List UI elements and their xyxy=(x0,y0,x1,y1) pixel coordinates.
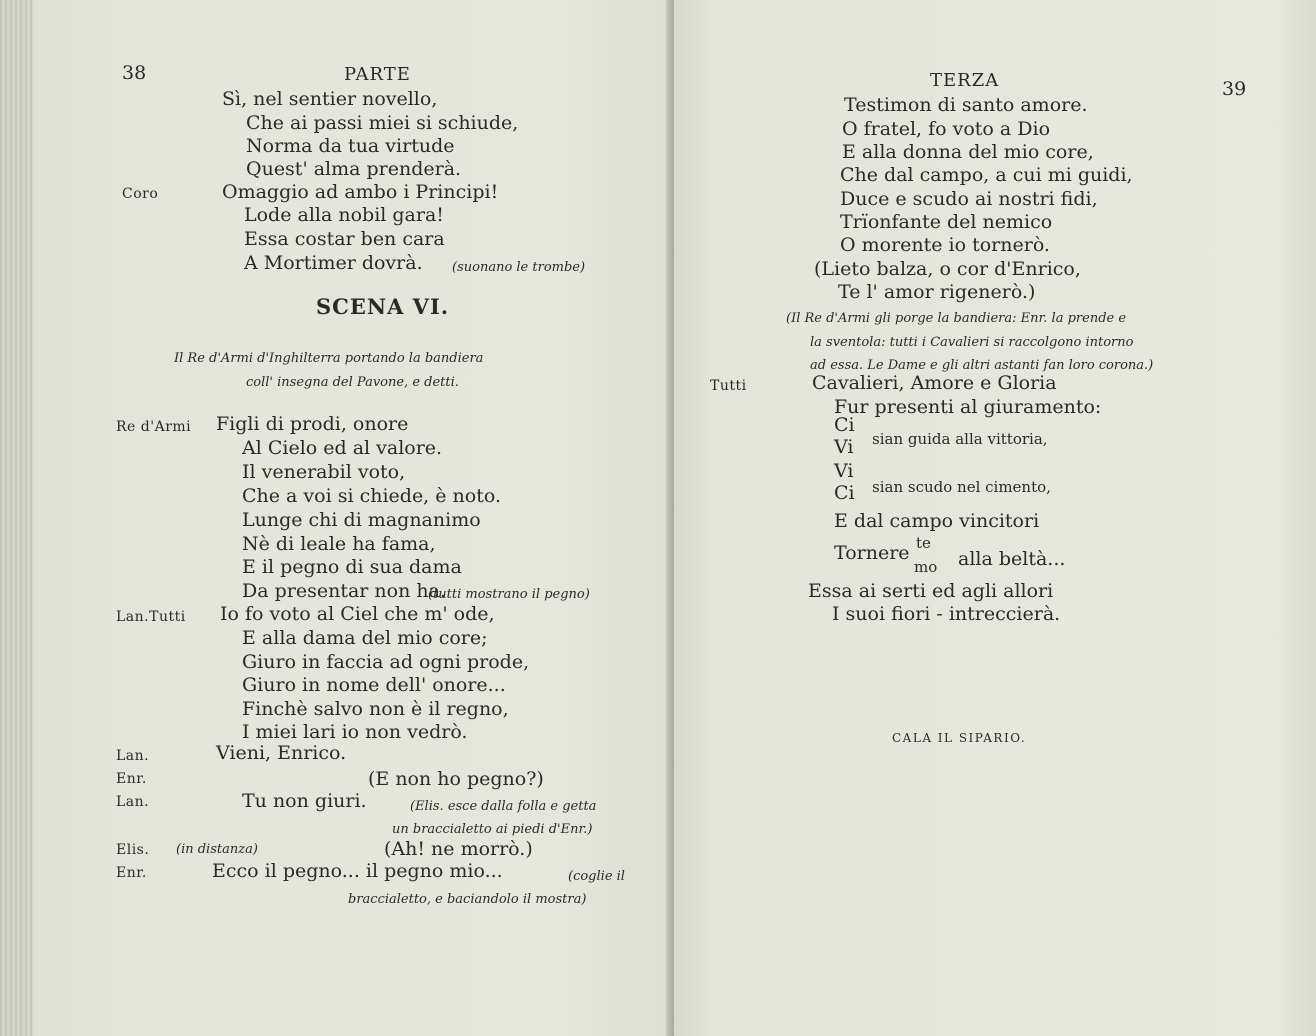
verse-line: Essa ai serti ed agli allori xyxy=(808,580,1054,602)
verse-line: Vi xyxy=(834,460,854,482)
verse-line: sian guida alla vittoria, xyxy=(872,430,1048,448)
stage-direction: (Elis. esce dalla folla e getta xyxy=(410,799,597,814)
speaker-re-d-armi: Re d'Armi xyxy=(116,419,192,435)
verse-line: mo xyxy=(914,558,938,576)
verse-line: Io fo voto al Ciel che m' ode, xyxy=(220,603,495,625)
verse-line: Tu non giuri. xyxy=(242,790,367,812)
verse-line: Testimon di santo amore. xyxy=(844,94,1088,116)
verse-line: alla beltà... xyxy=(958,548,1066,570)
page-number-left: 38 xyxy=(122,62,147,84)
verse-line: Sì, nel sentier novello, xyxy=(222,88,438,110)
verse-line: sian scudo nel cimento, xyxy=(872,478,1051,496)
verse-line: Essa costar ben cara xyxy=(244,228,445,250)
right-page xyxy=(674,0,1316,1036)
verse-line: Che a voi si chiede, è noto. xyxy=(242,485,502,507)
scene-intro: Il Re d'Armi d'Inghilterra portando la bandiera xyxy=(174,351,484,366)
verse-line: Cavalieri, Amore e Gloria xyxy=(812,372,1057,394)
verse-line: Finchè salvo non è il regno, xyxy=(242,698,509,720)
verse-line: te xyxy=(916,534,931,552)
running-head-left: PARTE xyxy=(344,64,411,85)
stage-direction: (suonano le trombe) xyxy=(452,260,586,275)
verse-line: E dal campo vincitori xyxy=(834,510,1040,532)
verse-line: Vi xyxy=(834,436,854,458)
verse-line: Te l' amor rigenerò.) xyxy=(838,281,1036,303)
verse-line: Trïonfante del nemico xyxy=(840,211,1053,233)
speaker-lan-tutti: Lan.Tutti xyxy=(116,609,186,625)
verse-line: O morente io tornerò. xyxy=(840,234,1050,256)
verse-line: Omaggio ad ambo i Principi! xyxy=(222,181,499,203)
speaker-lan: Lan. xyxy=(116,794,150,810)
verse-line: Giuro in faccia ad ogni prode, xyxy=(242,651,530,673)
closing-note: CALA IL SIPARIO. xyxy=(892,731,1027,745)
stage-direction: la sventola: tutti i Cavalieri si raccolgono intorno xyxy=(810,335,1134,350)
verse-line: (Ah! ne morrò.) xyxy=(384,838,533,860)
verse-line: Tornere xyxy=(834,542,910,564)
verse-line: A Mortimer dovrà. xyxy=(244,252,423,274)
verse-line: E alla donna del mio core, xyxy=(842,141,1094,163)
verse-line: Lunge chi di magnanimo xyxy=(242,509,481,531)
verse-line: (Lieto balza, o cor d'Enrico, xyxy=(814,258,1081,280)
verse-line: E il pegno di sua dama xyxy=(242,556,462,578)
verse-line: Nè di leale ha fama, xyxy=(242,533,436,555)
verse-line: Giuro in nome dell' onore... xyxy=(242,674,506,696)
page-number-right: 39 xyxy=(1222,78,1247,100)
stage-direction: ad essa. Le Dame e gli altri astanti fan loro corona.) xyxy=(810,358,1154,373)
stage-direction: (Il Re d'Armi gli porge la bandiera: Enr. la prende e xyxy=(786,311,1127,326)
stage-direction: (tutti mostrano il pegno) xyxy=(428,587,590,602)
verse-line: (E non ho pegno?) xyxy=(368,768,544,790)
verse-line: Duce e scudo ai nostri fidi, xyxy=(840,188,1098,210)
scene-intro: coll' insegna del Pavone, e detti. xyxy=(246,375,459,390)
stage-direction: (in distanza) xyxy=(176,842,258,857)
verse-line: Al Cielo ed al valore. xyxy=(242,437,443,459)
speaker-enr: Enr. xyxy=(116,865,147,881)
verse-line: Ci xyxy=(834,482,855,504)
verse-line: E alla dama del mio core; xyxy=(242,627,488,649)
verse-line: I suoi fiori - intreccierà. xyxy=(832,603,1061,625)
scene-title: SCENA VI. xyxy=(316,294,450,319)
running-head-right: TERZA xyxy=(930,70,1000,91)
verse-line: Fur presenti al giuramento: xyxy=(834,396,1102,418)
verse-line: Quest' alma prenderà. xyxy=(246,158,462,180)
verse-line: Il venerabil voto, xyxy=(242,461,406,483)
page-edges xyxy=(0,0,34,1036)
verse-line: Lode alla nobil gara! xyxy=(244,204,444,226)
stage-direction: un braccialetto ai piedi d'Enr.) xyxy=(392,822,593,837)
verse-line: Che dal campo, a cui mi guidi, xyxy=(840,164,1133,186)
speaker-enr: Enr. xyxy=(116,771,147,787)
verse-line: Vieni, Enrico. xyxy=(216,742,347,764)
verse-line: Ecco il pegno... il pegno mio... xyxy=(212,860,503,882)
verse-line: O fratel, fo voto a Dio xyxy=(842,118,1051,140)
verse-line: Norma da tua virtude xyxy=(246,135,455,157)
stage-direction: (coglie il xyxy=(568,869,625,884)
speaker-elis: Elis. xyxy=(116,842,150,858)
verse-line: Da presentar non ha. xyxy=(242,580,446,602)
speaker-coro: Coro xyxy=(122,186,159,202)
verse-line: Figli di prodi, onore xyxy=(216,413,409,435)
verse-line: I miei lari io non vedrò. xyxy=(242,721,468,743)
verse-line: Che ai passi miei si schiude, xyxy=(246,112,519,134)
verse-line: Ci xyxy=(834,414,855,436)
stage-direction: braccialetto, e baciandolo il mostra) xyxy=(348,892,587,907)
speaker-lan: Lan. xyxy=(116,748,150,764)
speaker-tutti: Tutti xyxy=(710,378,747,394)
